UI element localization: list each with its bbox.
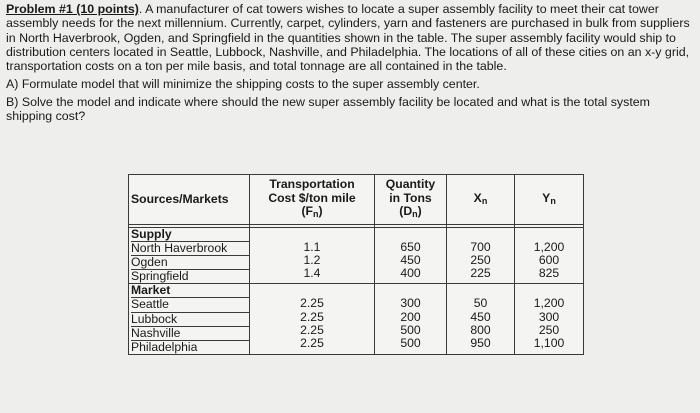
supply-cost: 1.4: [303, 266, 321, 281]
supply-x-values: [447, 227, 515, 284]
header-row: [129, 175, 584, 225]
problem-statement: [6, 2, 694, 123]
supply-x: 700: [470, 239, 491, 254]
market-name: Seattle: [131, 298, 249, 312]
market-group: [129, 284, 584, 355]
header-sources-markets: Sources/Markets: [129, 175, 250, 225]
header-transport-cost: Transportation Cost $/ton mile $(F_n)$: [250, 175, 375, 225]
market-x: 950: [470, 336, 491, 350]
market-qty: 500: [400, 336, 421, 350]
market-quantities: [375, 284, 447, 355]
market-name: Lubbock: [131, 313, 249, 327]
supply-qty: 650: [400, 239, 421, 254]
market-y: 1,200: [533, 296, 565, 311]
part-a: A) Formulate model that will minimize the shipping costs to the super assembly center.: [6, 77, 480, 92]
supply-name: North Haverbrook: [131, 242, 249, 256]
market-x-values: [447, 284, 515, 355]
market-cost: 2.25: [300, 336, 324, 350]
supply-label: Supply: [131, 228, 249, 242]
header-quantity: Quantity in Tons $(D_n)$: [375, 175, 447, 225]
market-x: 450: [470, 309, 491, 324]
problem-heading: Problem #1 (10 points): [6, 2, 139, 16]
problem-intro-paragraph: [6, 2, 694, 73]
market-name: Nashville: [131, 327, 249, 341]
header-x: $X_n$: [447, 175, 515, 225]
supply-x: 225: [470, 266, 491, 281]
market-x: 50: [473, 296, 488, 311]
market-qty: 500: [400, 322, 421, 337]
supply-y: 1,200: [533, 239, 565, 254]
market-name: Philadelphia: [131, 340, 198, 354]
market-x: 800: [470, 322, 491, 337]
market-cost: 2.25: [300, 296, 324, 311]
supply-names: [129, 227, 250, 284]
supply-cost: 1.1: [303, 239, 321, 254]
market-y: 250: [538, 322, 560, 337]
market-y-values: [515, 284, 584, 355]
market-names: [129, 284, 250, 355]
supply-name: Springfield: [131, 269, 189, 284]
supply-qty: 400: [400, 266, 421, 281]
market-qty: 200: [400, 309, 421, 324]
supply-costs: [250, 227, 375, 284]
supply-group: [129, 227, 584, 284]
market-cost: 2.25: [300, 309, 324, 324]
market-y: 1,100: [533, 336, 565, 350]
supply-y: 825: [538, 266, 560, 281]
supply-x: 250: [470, 252, 491, 267]
supply-name: Ogden: [131, 256, 249, 270]
market-costs: [250, 284, 375, 355]
supply-y-values: [515, 227, 584, 284]
market-label: Market: [131, 284, 249, 298]
part-b: B) Solve the model and indicate where should the new super assembly facility be located and what is the total system shipping cost?: [6, 94, 650, 124]
supply-quantities: [375, 227, 447, 284]
problem-intro: . A manufacturer of cat towers wishes to locate a super assembly facility to meet their cat tower assembly needs for the next millennium. Currently, carpet, cylinders, yarn and fasteners are purchased in bulk from suppliers in North Haverbrook, Ogden, and Springfield in the quantities shown in the table. The super assembly facility would ship to distribution centers located in Seattle, Lubbock, Nashville, and Philadelphia. The locations of all of these cities on an x-y grid, transportation costs on a ton per mile basis, and total tonnage are all contained in the table.: [6, 2, 690, 74]
supply-cost: 1.2: [303, 252, 321, 267]
supply-y: 600: [538, 252, 560, 267]
data-table: [128, 174, 584, 355]
market-y: 300: [538, 309, 560, 324]
market-cost: 2.25: [300, 322, 324, 337]
market-qty: 300: [400, 296, 421, 311]
supply-qty: 450: [400, 252, 421, 267]
header-y: $Y_n$: [515, 175, 584, 225]
